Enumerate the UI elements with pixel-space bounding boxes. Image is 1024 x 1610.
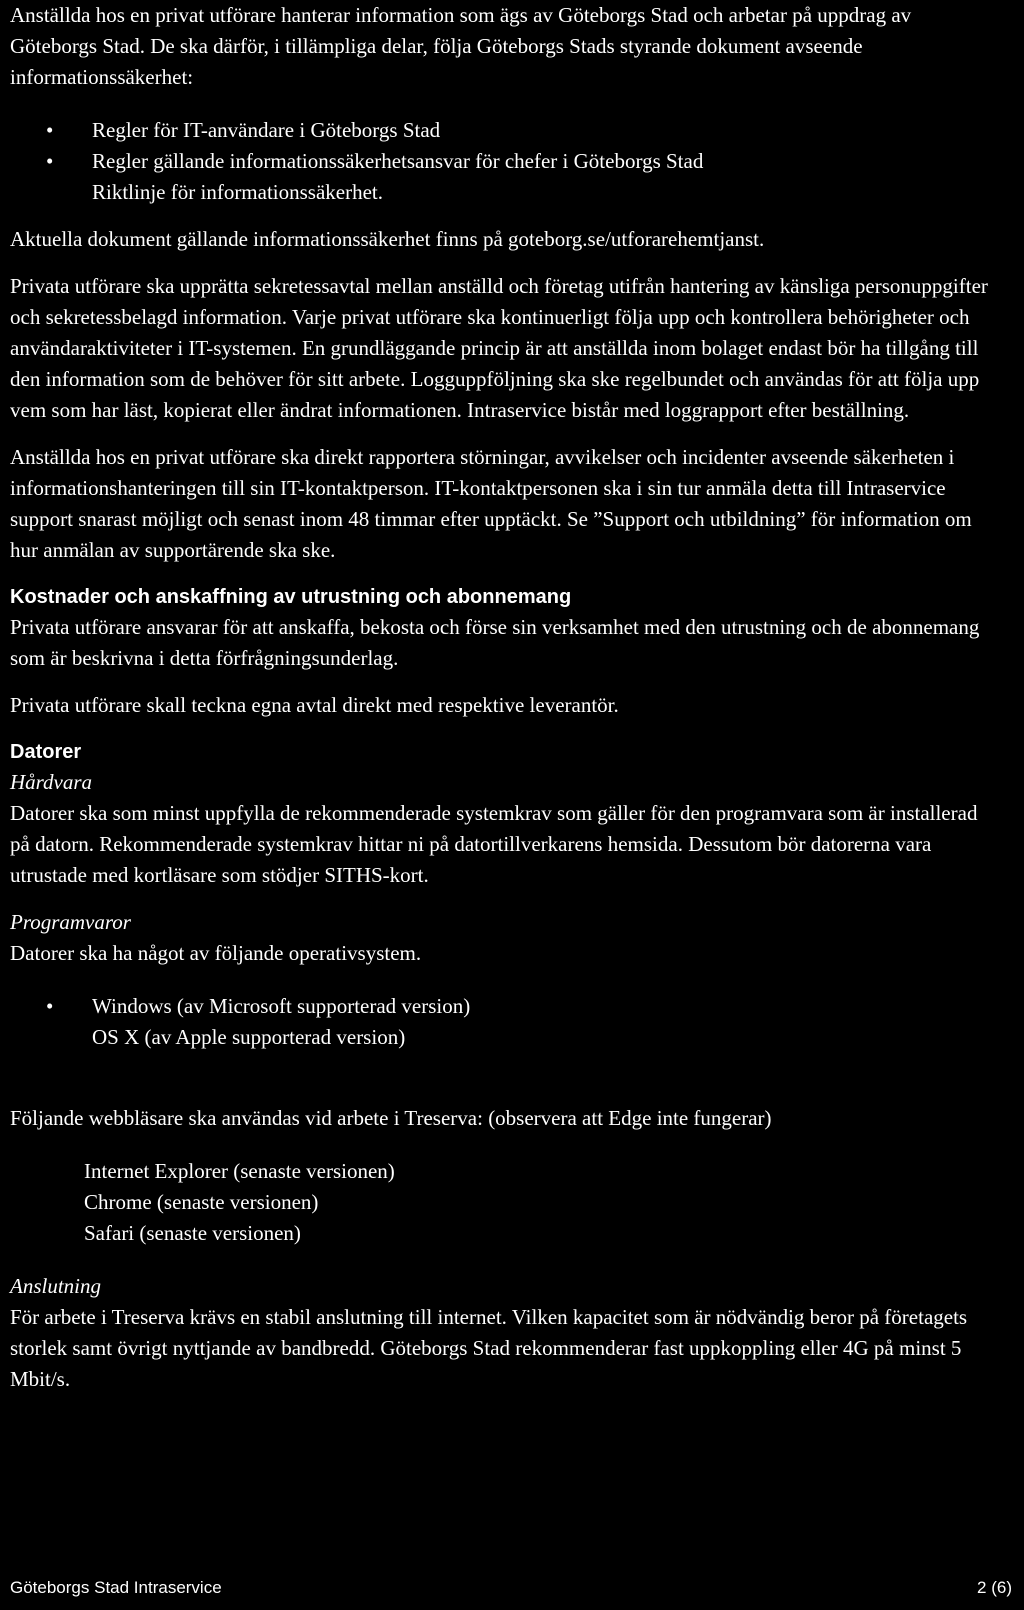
page-number: 2 (6) [977,1578,1012,1597]
steering-documents-list [10,115,1000,177]
list-item: • Windows (av Microsoft supporterad version) [10,991,1000,1022]
confidentiality-paragraph: Privata utförare ska upprätta sekretessavtal mellan anställd och företag utifrån hantering av känsliga personuppgifter och sekretessbelagd information. Varje privat utförare ska kontinuerligt följa upp och kontrollera behörigheter och användaraktiviteter i IT-systemen. En grundläggande princip är att anställda inom bolaget endast bör ha tillgång till den information som de behöver för sitt arbete. Logguppföljning ska ske regelbundet och användas för att följa upp vem som har läst, kopierat eller ändrat informationen. Intraservice bistår med loggrapport efter beställning. [10,274,988,422]
footer-organization: Göteborgs Stad Intraservice [10,1578,222,1597]
costs-paragraph: Privata utförare ansvarar för att anskaffa, bekosta och förse sin verksamhet med den utrustning och de abonnemang som är beskrivna i detta förfrågningsunderlag. [10,615,980,670]
document-page [10,0,1000,1395]
list-item: Chrome (senaste versionen) [84,1190,319,1214]
subheading-connection: Anslutning [10,1274,102,1298]
intro-paragraph: Anställda hos en privat utförare hanterar information som ägs av Göteborgs Stad och arbetar på uppdrag av Göteborgs Stad. De ska därför, i tillämpliga delar, följa Göteborgs Stads styrande dokument avseende informationssäkerhet: [10,3,912,89]
section-heading-costs: Kostnader och anskaffning av utrustning och abonnemang [10,586,572,608]
list-item: Safari (senaste versionen) [84,1221,301,1245]
section-heading-computers: Datorer [10,741,82,763]
list-item: Internet Explorer (senaste versionen) [84,1159,395,1183]
operating-systems-list [10,991,1000,1022]
list-continuation: OS X (av Apple supporterad version) [92,1025,406,1049]
subheading-software: Programvaror [10,910,131,934]
agreements-paragraph: Privata utförare skall teckna egna avtal direkt med respektive leverantör. [10,693,619,717]
bullet-icon: • [46,149,54,173]
list-item: • Regler gällande informationssäkerhetsansvar för chefer i Göteborgs Stad [10,146,1000,177]
connection-paragraph: För arbete i Treserva krävs en stabil anslutning till internet. Vilken kapacitet som är nödvändig beror på företagets storlek samt övrigt nyttjande av bandbredd. Göteborgs Stad rekommenderar fast uppkoppling eller 4G på minst 5 Mbit/s. [10,1305,968,1391]
bullet-icon: • [46,994,54,1018]
list-item: • Regler för IT-användare i Göteborgs Stad [10,115,1000,146]
browsers-list [10,1156,1000,1249]
subheading-hardware: Hårdvara [10,770,93,794]
software-paragraph: Datorer ska ha något av följande operativsystem. [10,941,422,965]
incident-reporting-paragraph: Anställda hos en privat utförare ska direkt rapportera störningar, avvikelser och incidenter avseende säkerheten i informationshanteringen till sin IT-kontaktperson. IT-kontaktpersonen ska i sin tur anmäla detta till Intraservice support snarast möjligt och senast inom 48 timmar efter upptäckt. Se ”Support och utbildning” för information om hur anmälan av supportärende ska ske. [10,445,972,562]
list-continuation: Riktlinje för informationssäkerhet. [92,180,384,204]
bullet-icon: • [46,118,54,142]
browsers-paragraph: Följande webbläsare ska användas vid arbete i Treserva: (observera att Edge inte fungerar) [10,1106,772,1130]
documents-location-paragraph: Aktuella dokument gällande informationssäkerhet finns på goteborg.se/utforarehemtjanst. [10,227,765,251]
hardware-paragraph: Datorer ska som minst uppfylla de rekommenderade systemkrav som gäller för den programvara som är installerad på datorn. Rekommenderade systemkrav hittar ni på datortillverkarens hemsida. Dessutom bör datorerna vara utrustade med kortläsare som stödjer SITHS-kort. [10,801,978,887]
